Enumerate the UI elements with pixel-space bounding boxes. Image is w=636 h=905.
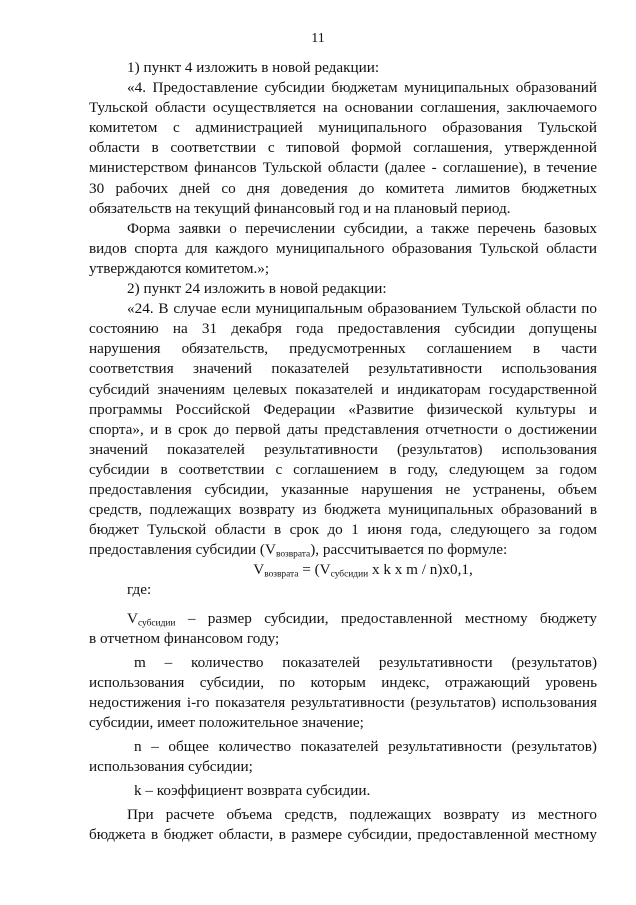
definition-k: k – коэффициент возврата субсидии. <box>134 782 371 800</box>
paragraph-line: состоянию на 31 декабря года предоставления субсидии допущены <box>89 320 597 338</box>
paragraph-line: предоставления субсидии $(V_{возврата})$, рассчитывается по формуле: <box>89 541 508 560</box>
paragraph-line: субсидии, имеет положительное значение; <box>89 714 364 731</box>
paragraph-line: утверждаются комитетом.»; <box>89 259 270 277</box>
paragraph-line: предоставления субсидии, указанные нарушения не устранены, объем <box>89 480 597 498</box>
paragraph-line: субсидий значениям целевых показателей и индикаторам государственной <box>89 380 597 398</box>
paragraph-line: соответствия значений показателей результативности использования <box>89 360 597 378</box>
paragraph-line: недостижения i-го показателя результативности (результатов) использования <box>89 693 597 711</box>
definition-v: $V_{субсидии}$ – размер субсидии, предоставленной местному бюджету <box>127 609 597 628</box>
paragraph-line: программы Российской Федерации «Развитие физической культуры и <box>89 400 597 418</box>
definition-n: n – общее количество показателей результативности (результатов) <box>134 738 597 756</box>
where-label: где: <box>127 581 152 599</box>
paragraph-line: использования субсидии, по которым индекс, отражающий уровень <box>89 673 597 691</box>
paragraph-line: обязательств на текущий финансовый год и на плановый период. <box>89 199 511 217</box>
definition-m: m – количество показателей результативности (результатов) <box>134 653 597 671</box>
paragraph-line: нарушения обязательств, предусмотренных соглашением в части <box>89 340 597 358</box>
paragraph-line: министерством финансов Тульской области (далее - соглашение), в течение <box>89 159 597 177</box>
paragraph-line: области в соответствии с типовой формой соглашения, утвержденной <box>89 139 597 157</box>
paragraph-line: использования субсидии; <box>89 758 253 776</box>
return-formula: $V_{возврата} = (V_{субсидии}$ x k x m / n)x0,1, <box>253 561 473 580</box>
paragraph-line: бюджета в бюджет области, в размере субсидии, предоставленной местному <box>89 826 597 844</box>
paragraph-line: «24. В случае если муниципальным образованием Тульской области по <box>127 300 597 318</box>
paragraph-line: Форма заявки о перечислении субсидии, а также перечень базовых <box>127 219 597 237</box>
paragraph-line: значений показателей результативности (результатов) использования <box>89 440 597 458</box>
item2-heading: 2) пункт 24 изложить в новой редакции: <box>127 280 387 298</box>
paragraph-line: 30 рабочих дней со дня доведения до комитета лимитов бюджетных <box>89 179 597 197</box>
paragraph-line: комитетом с администрацией муниципального образования Тульской <box>89 119 597 137</box>
item1-heading: 1) пункт 4 изложить в новой редакции: <box>127 59 380 76</box>
paragraph-line: субсидии в соответствии с соглашением в году, следующем за годом <box>89 460 597 478</box>
document-body <box>89 58 597 846</box>
paragraph-line: видов спорта для каждого муниципального образования Тульской области <box>89 239 597 257</box>
paragraph-line: Тульской области осуществляется на основании соглашения, заключаемого <box>89 99 597 117</box>
paragraph-line: При расчете объема средств, подлежащих возврату из местного <box>127 806 597 824</box>
page-number: 11 <box>311 31 325 46</box>
paragraph-line: бюджет Тульской области в срок до 1 июня года, следующего за годом <box>89 521 597 539</box>
paragraph-line: в отчетном финансовом году; <box>89 629 280 647</box>
paragraph-line: «4. Предоставление субсидии бюджетам муниципальных образований <box>127 79 597 97</box>
paragraph-line: средств, подлежащих возврату из бюджета муниципальных образований в <box>89 501 597 519</box>
paragraph-line: спорта», и в срок до первой даты представления отчетности о достижении <box>89 420 597 438</box>
